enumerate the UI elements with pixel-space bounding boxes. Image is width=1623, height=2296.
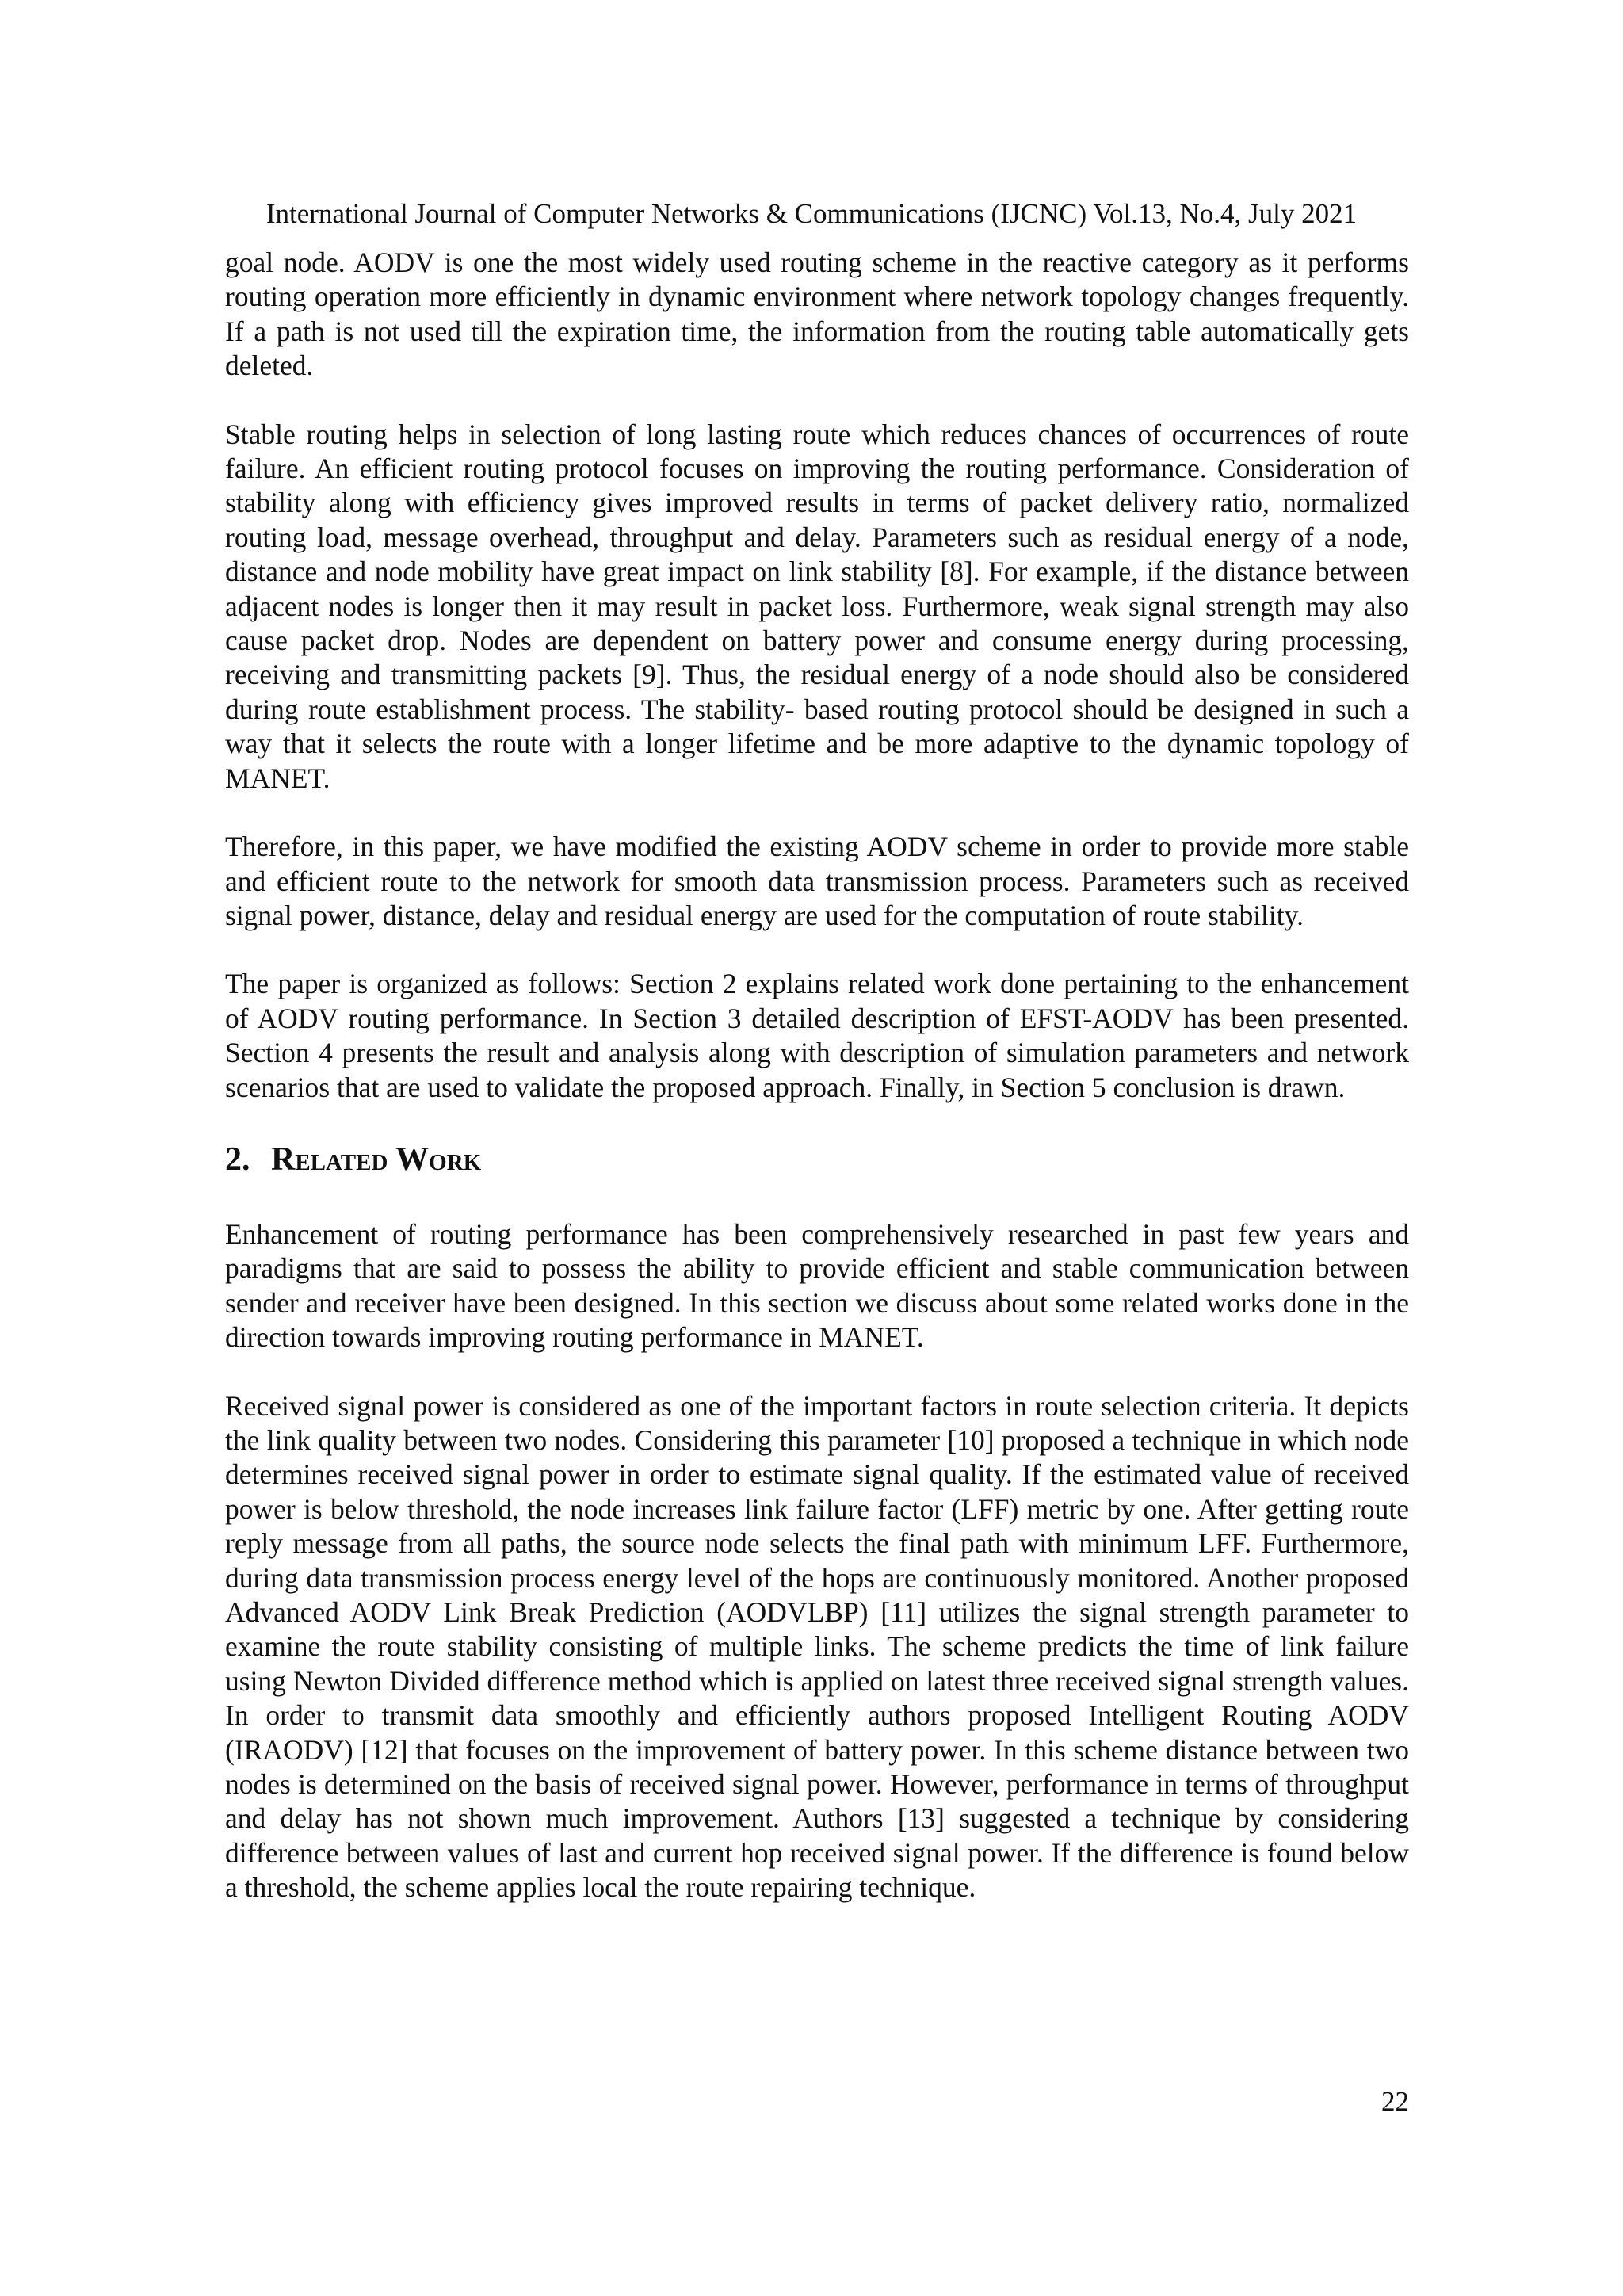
- paragraph-stable-routing: Stable routing helps in selection of long lasting route which reduces chances of occurrences of route failure. An efficient routing protocol focuses on improving the routing performance. Consideration of stability along with efficiency gives improved results in terms of packet delivery ratio, normalized routing load, message overhead, throughput and delay. Parameters such as residual energy of a node, distance and node mobility have great impact on link stability [8]. For example, if the distance between adjacent nodes is longer then it may result in packet loss. Furthermore, weak signal strength may also cause packet drop. Nodes are dependent on battery power and consume energy during processing, receiving and transmitting packets [9]. Thus, the residual energy of a node should also be considered during route establishment process. The stability- based routing protocol should be designed in such a way that it selects the route with a longer lifetime and be more adaptive to the dynamic topology of MANET.: [225, 418, 1409, 794]
- paragraph-organization: The paper is organized as follows: Section 2 explains related work done pertaining to the enhancement of AODV routing performance. In Section 3 detailed description of EFST-AODV has been presented. Section 4 presents the result and analysis along with description of simulation parameters and network scenarios that are used to validate the proposed approach. Finally, in Section 5 conclusion is drawn.: [225, 968, 1409, 1103]
- page-number: 22: [1381, 2086, 1409, 2117]
- paragraph-aodv-overview: goal node. AODV is one the most widely used routing scheme in the reactive category as it performs routing operation more efficiently in dynamic environment where network topology changes frequently. If a path is not used till the expiration time, the information from the routing table automatically gets deleted.: [225, 246, 1409, 382]
- section-title: Related Work: [271, 1140, 482, 1178]
- running-header: International Journal of Computer Networks & Communications (IJCNC) Vol.13, No.4, July 2021: [265, 198, 1358, 229]
- paragraph-contribution: Therefore, in this paper, we have modified the existing AODV scheme in order to provide more stable and efficient route to the network for smooth data transmission process. Parameters such as received signal power, distance, delay and residual energy are used for the computation of route stability.: [225, 831, 1409, 931]
- section-number: 2.: [225, 1140, 250, 1178]
- paragraph-related-intro: Enhancement of routing performance has been comprehensively researched in past few years and paradigms that are said to possess the ability to provide efficient and stable communication between sender and receiver have been designed. In this section we discuss about some related works done in the direction towards improving routing performance in MANET.: [225, 1217, 1409, 1354]
- section-heading-related-work: [225, 1139, 1409, 1180]
- paragraph-received-signal-power: Received signal power is considered as one of the important factors in route selection criteria. It depicts the link quality between two nodes. Considering this parameter [10] proposed a technique in which node determines received signal power in order to estimate signal quality. If the estimated value of received power is below threshold, the node increases link failure factor (LFF) metric by one. After getting route reply message from all paths, the source node selects the final path with minimum LFF. Furthermore, during data transmission process energy level of the hops are continuously monitored. Another proposed Advanced AODV Link Break Prediction (AODVLBP) [11] utilizes the signal strength parameter to examine the route stability consisting of multiple links. The scheme predicts the time of link failure using Newton Divided difference method which is applied on latest three received signal strength values. In order to transmit data smoothly and efficiently authors proposed Intelligent Routing AODV (IRAODV) [12] that focuses on the improvement of battery power. In this scheme distance between two nodes is determined on the basis of received signal power. However, performance in terms of throughput and delay has not shown much improvement. Authors [13] suggested a technique by considering difference between values of last and current hop received signal power. If the difference is found below a threshold, the scheme applies local the route repairing technique.: [225, 1389, 1409, 1904]
- page-body: [225, 246, 1409, 1939]
